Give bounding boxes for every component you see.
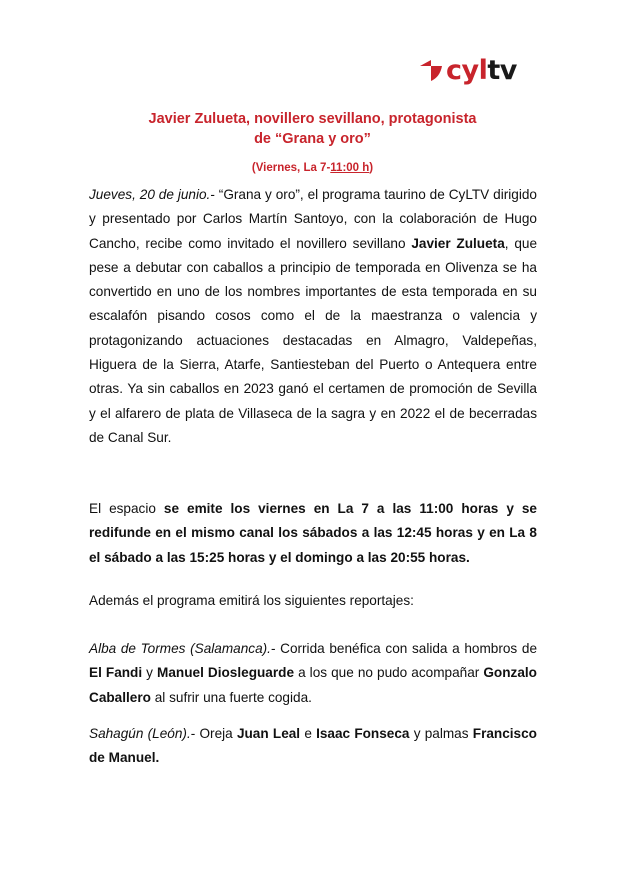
bullfighter-name: Isaac Fonseca (316, 726, 410, 741)
report-text: y (142, 665, 158, 681)
guest-name: Javier Zulueta (411, 235, 505, 251)
bullfighter-name: Gonzalo Caballero (89, 665, 537, 705)
schedule-subtitle (0, 162, 625, 174)
logo-text-cyl: cyl (446, 54, 488, 86)
report-text: y palmas (409, 726, 473, 741)
intro-text: - “Grana y oro”, el programa taurino de CyLTV dirigido y presentado por Carlos Martín Santoyo, con la colaboración de Hugo Cancho, recibe como invitado el novillero sevillano (89, 187, 537, 251)
paragraph-report-alba (89, 637, 537, 710)
report-text: a los que no pudo acompañar (294, 665, 484, 681)
cyltv-logo (418, 50, 538, 90)
logo-text-tv: tv (487, 54, 517, 86)
cyltv-logo-icon (418, 57, 444, 83)
bullfighter-name: Juan Leal (236, 726, 301, 741)
schedule-prefix: (Viernes, La 7- (251, 162, 331, 174)
paragraph-report-sahagun (89, 722, 537, 771)
report-text: al sufrir una fuerte cogida. (150, 689, 312, 705)
bullfighter-name: Francisco de Manuel. (89, 726, 537, 766)
report-place: Alba de Tormes (Salamanca). (89, 641, 271, 656)
report-text: e (300, 726, 317, 741)
schedule-lead: El espacio (89, 501, 164, 516)
bullfighter-name: Manuel Diosleguarde (157, 665, 295, 681)
intro-text-cont: , que pese a debutar con caballos a principio de temporada en Olivenza se ha convertido en uno de los nombres importantes de esta temporada en su escalafón pisando cosos como el de la maestranza o valencia y protagonizando actuaciones destacadas en Almagro, Valdepeñas, Higuera de la Sierra, Atarfe, Santiesteban del Puerto o Antequera entre otras. Ya sin caballos en 2023 ganó el certamen de promoción de Sevilla y el alfarero de plata de Villaseca de la sagra y en 2022 el de becerradas de Canal Sur. (89, 235, 538, 445)
paragraph-intro (89, 183, 537, 450)
headline-line-1: Javier Zulueta, novillero sevillano, protagonista (148, 111, 477, 127)
paragraph-reports-intro: Además el programa emitirá los siguientes reportajes: (89, 593, 414, 608)
bullfighter-name: El Fandi (89, 665, 143, 681)
paragraph-schedule (89, 497, 537, 570)
headline-line-2: de “Grana y oro” (254, 131, 371, 147)
dateline: Jueves, 20 de junio. (89, 187, 211, 202)
report-text: - Corrida benéfica con salida a hombros de (270, 641, 538, 656)
report-place: Sahagún (León). (89, 726, 191, 741)
report-text: - Oreja (190, 726, 237, 741)
schedule-details: se emite los viernes en La 7 a las 11:00 horas y se redifunde en el mismo canal los sábados a las 12:45 horas y en La 8 el sábado a las 15:25 horas y el domingo a las 20:55 horas. (89, 501, 537, 565)
schedule-time: 11:00 h (330, 162, 370, 174)
schedule-suffix: ) (369, 162, 374, 174)
